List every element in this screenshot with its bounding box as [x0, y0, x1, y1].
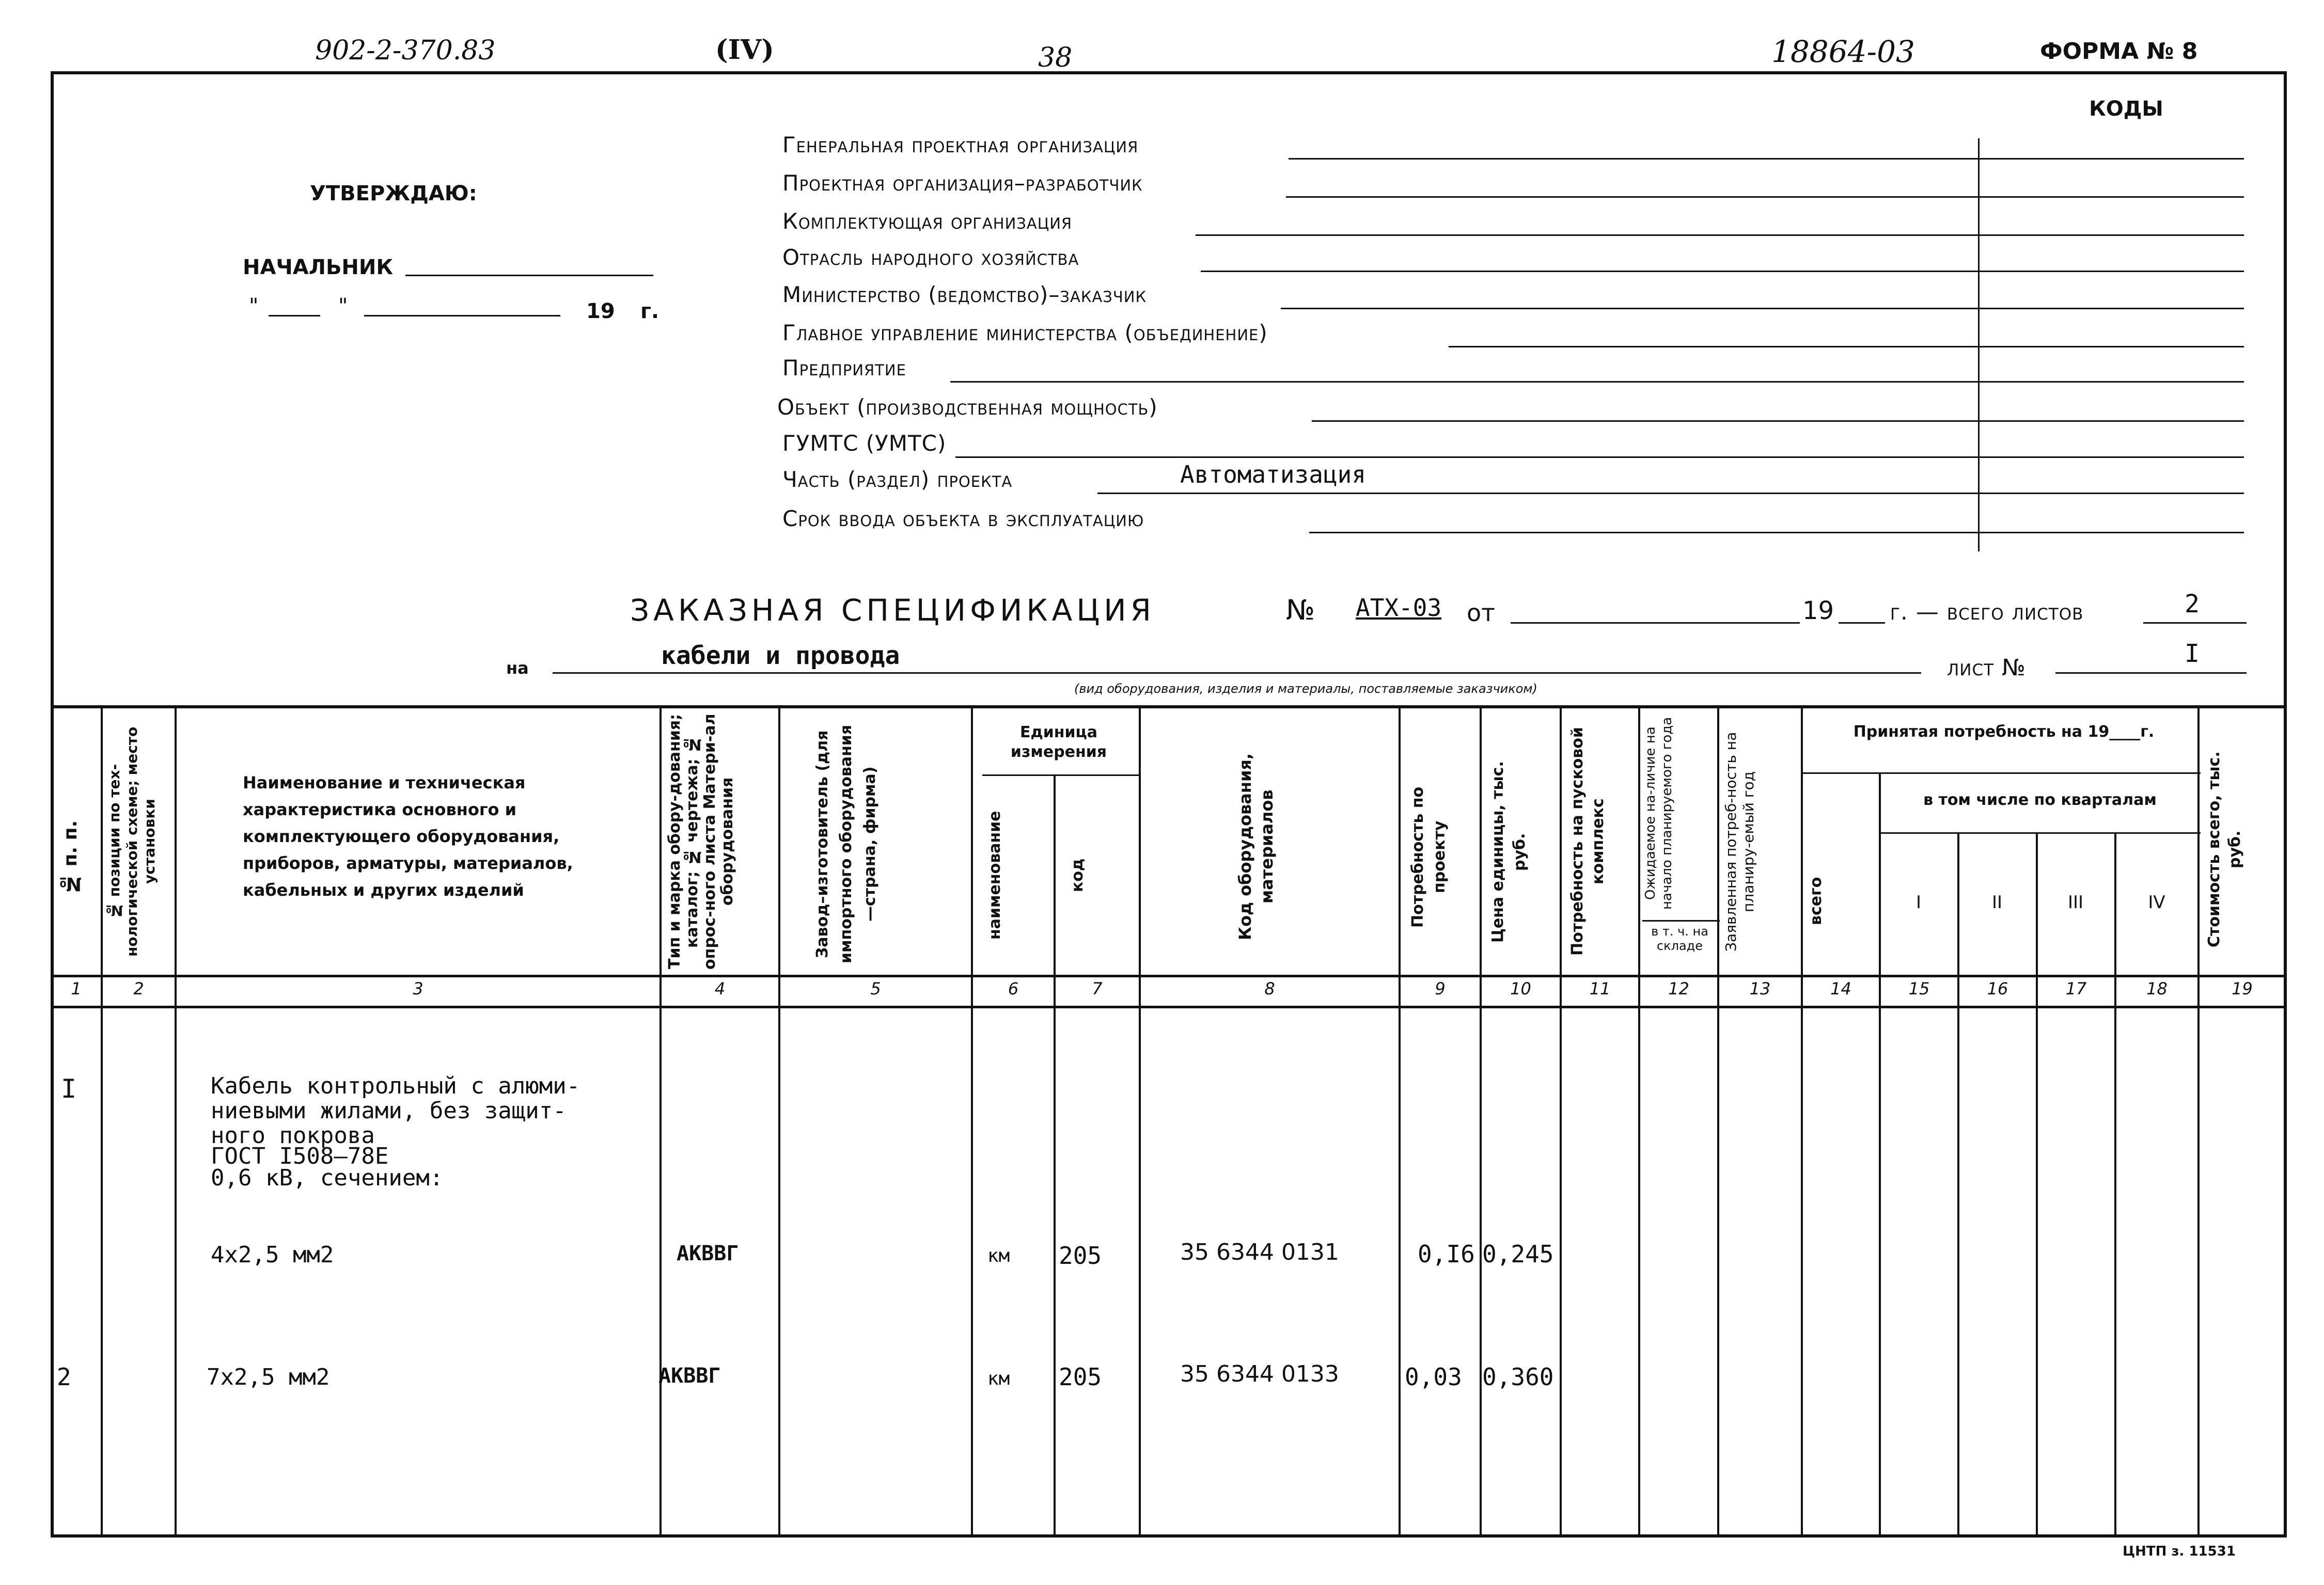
col-header-4: Тип и марка обору-дования; каталог; № чертежа; № опрос-ного листа Матери-ал оборудования — [666, 714, 736, 970]
col-number-8: 8 — [1264, 979, 1275, 998]
volume-number: (IV) — [715, 34, 774, 66]
col-divider-4 — [778, 705, 780, 1538]
field-ministry: Министерство (ведомство)–заказчик — [782, 282, 1147, 307]
date-quote-open: " — [249, 294, 259, 318]
spec-sheet-line — [2055, 672, 2247, 674]
unit-group-header: Единица измерения — [1010, 723, 1107, 761]
spec-sheet-label: лист № — [1947, 655, 2026, 681]
col-divider-18 — [2197, 705, 2200, 1538]
col-number-5: 5 — [870, 979, 881, 998]
col-header-7: код — [1069, 858, 1087, 892]
date-month-line — [364, 315, 560, 316]
field-object-line[interactable] — [1312, 420, 2244, 422]
row1-code: 35 6344 0131 — [1180, 1239, 1339, 1265]
col-header-9: Потребность по проекту — [1409, 786, 1449, 928]
col-divider-6 — [1054, 774, 1056, 1538]
row1-price: 0,245 — [1482, 1240, 1554, 1268]
field-gumts-line[interactable] — [955, 456, 2244, 458]
col-number-18: 18 — [2146, 979, 2168, 998]
head-signature-line — [405, 275, 653, 276]
quarters-group-header: в том числе по кварталам — [1923, 791, 2157, 809]
field-general-org-line[interactable] — [1289, 158, 2244, 160]
footer-stamp: ЦНТП з. 11531 — [2123, 1544, 2236, 1559]
col-header-8: Код оборудования, материалов — [1235, 753, 1277, 941]
col-divider-10 — [1560, 705, 1562, 1538]
col-header-13: Заявленная потреб-ность на планиру-емый год — [1722, 732, 1757, 952]
row1-qty: 0,I6 — [1418, 1240, 1475, 1268]
col-number-19: 19 — [2232, 979, 2253, 998]
col-number-9: 9 — [1435, 979, 1446, 998]
col-header-19: Стоимость всего, тыс. руб. — [2205, 751, 2244, 947]
col-number-13: 13 — [1749, 979, 1771, 998]
date-quote-close: " — [338, 294, 348, 318]
spec-sheets-label: г. — всего листов — [1890, 599, 2084, 625]
field-supply-org-line[interactable] — [1196, 234, 2244, 236]
col-number-10: 10 — [1510, 979, 1531, 998]
spec-from-label: от — [1467, 599, 1495, 627]
col-number-14: 14 — [1830, 979, 1851, 998]
col-divider-17 — [2114, 832, 2116, 1538]
row2-code: 35 6344 0133 — [1180, 1361, 1339, 1387]
codes-column-divider — [1978, 138, 1980, 551]
row2-qty: 0,03 — [1405, 1363, 1462, 1391]
col-number-4: 4 — [714, 979, 726, 998]
col-divider-15 — [1957, 832, 1959, 1538]
col-header-12b: в т. ч. на складе — [1651, 924, 1708, 953]
page-number: 38 — [1038, 42, 1073, 73]
spec-no-label: № — [1286, 594, 1315, 626]
row1-sub: 4х2,5 мм2 — [211, 1242, 334, 1268]
codes-label: КОДЫ — [2089, 97, 2163, 121]
col-header-11: Потребность на пусковой комплекс — [1568, 727, 1607, 956]
row1-desc-line-2: ниевыми жилами, без защит- — [211, 1098, 567, 1124]
field-design-org-line[interactable] — [1286, 196, 2244, 198]
col-divider-8 — [1399, 705, 1401, 1538]
col-divider-1 — [101, 705, 103, 1538]
album-number: 18864-03 — [1771, 34, 1915, 69]
col-number-6: 6 — [1008, 979, 1019, 998]
field-enterprise-line[interactable] — [950, 381, 2244, 383]
col-header-12: Ожидаемое на-личие на начало планируемого года — [1643, 717, 1675, 910]
row2-price: 0,360 — [1482, 1363, 1554, 1391]
col-number-11: 11 — [1589, 979, 1611, 998]
row1-unit-code: 205 — [1059, 1242, 1102, 1270]
field-industry: Отрасль народного хозяйства — [782, 245, 1079, 270]
field-project-part: Часть (раздел) проекта — [782, 467, 1013, 492]
quarters-group-rule — [1879, 832, 2201, 834]
field-enterprise: Предприятие — [782, 355, 906, 381]
spec-on-label: на — [506, 658, 529, 678]
approve-label: УТВЕРЖДАЮ: — [310, 182, 477, 205]
col-divider-5 — [971, 705, 973, 1538]
date-year-suffix: г. — [640, 299, 659, 323]
col-divider-16 — [2036, 832, 2038, 1538]
col-divider-13 — [1801, 705, 1803, 1538]
accepted-group-header: Принятая потребность на 19____г. — [1853, 723, 2155, 741]
col-number-15: 15 — [1908, 979, 1930, 998]
spec-date-line[interactable] — [1511, 622, 1800, 624]
col-header-18: IV — [2148, 892, 2165, 913]
col-number-16: 16 — [1987, 979, 2008, 998]
col-header-15: I — [1915, 892, 1922, 913]
spec-title: ЗАКАЗНАЯ СПЕЦИФИКАЦИЯ — [630, 593, 1155, 628]
col-header-5: Завод–изготовитель (для импортного оборудования —страна, фирма) — [813, 724, 879, 964]
row2-unit: км — [987, 1368, 1010, 1389]
field-project-part-line — [1097, 493, 2244, 494]
spec-subject[interactable]: кабели и провода — [661, 641, 900, 670]
col-number-1: 1 — [71, 979, 82, 998]
field-main-dept-line[interactable] — [1449, 346, 2244, 347]
spec-sheet-no[interactable]: I — [2185, 639, 2200, 668]
field-commission-date: Срок ввода объекта в эксплуатацию — [782, 506, 1144, 531]
col-header-14: всего — [1807, 877, 1825, 925]
row2-sub: 7х2,5 мм2 — [207, 1364, 330, 1390]
col-header-17: III — [2067, 892, 2084, 913]
col-divider-11 — [1638, 705, 1640, 1538]
col-header-16: II — [1991, 892, 2003, 913]
col-divider-3 — [659, 705, 662, 1538]
col-divider-7 — [1139, 705, 1141, 1538]
col-header-6: наименование — [986, 811, 1004, 940]
spec-sheets-line — [2143, 622, 2247, 624]
col-divider-12 — [1717, 705, 1719, 1538]
field-gumts: ГУМТС (УМТС) — [782, 431, 947, 456]
col-divider-14 — [1879, 772, 1881, 1538]
doc-code: 902-2-370.83 — [315, 35, 496, 66]
col-number-2: 2 — [133, 979, 144, 998]
spec-no-value[interactable]: АТХ-03 — [1356, 594, 1442, 622]
field-commission-date-line[interactable] — [1309, 532, 2244, 533]
spec-year-line[interactable] — [1839, 622, 1885, 624]
field-object: Объект (производственная мощность) — [777, 394, 1158, 420]
row1-type: АКВВГ — [677, 1242, 739, 1265]
row1-number: I — [61, 1074, 77, 1104]
table-top-rule — [51, 705, 2287, 708]
row1-desc-line-5: 0,6 кВ, сечением: — [211, 1165, 444, 1191]
row2-number: 2 — [57, 1363, 71, 1391]
date-day-line — [269, 315, 320, 316]
row1-desc-line-4: ГОСТ I508–78Е — [211, 1143, 389, 1169]
col-header-10: Цена единицы, тыс. руб. — [1489, 761, 1529, 943]
head-label: НАЧАЛЬНИК — [243, 256, 394, 279]
row1-unit: км — [987, 1245, 1010, 1266]
field-main-dept: Главное управление министерства (объединение) — [782, 320, 1268, 345]
col-header-3: Наименование и техническая характеристика основного и комплектующего оборудования, приборов, арматуры, материалов, кабельных и других изделий — [243, 773, 573, 900]
field-ministry-line[interactable] — [1281, 308, 2244, 309]
col-number-12: 12 — [1668, 979, 1689, 998]
field-design-org: Проектная организация–разработчик — [782, 170, 1143, 196]
field-project-part-value[interactable]: Автоматизация — [1180, 461, 1367, 488]
spec-subject-line — [553, 672, 1921, 674]
col-number-7: 7 — [1092, 979, 1103, 998]
spec-sheets-total[interactable]: 2 — [2185, 590, 2200, 619]
col-divider-2 — [175, 705, 177, 1538]
table-header-rule — [51, 975, 2287, 977]
form-number: ФОРМА № 8 — [2040, 38, 2198, 65]
row1-desc-line-3: ного покрова — [211, 1122, 375, 1149]
col-header-1: № п. п. — [60, 820, 81, 894]
field-industry-line[interactable] — [1201, 271, 2244, 272]
col-number-3: 3 — [413, 979, 423, 998]
field-supply-org: Комплектующая организация — [782, 209, 1073, 234]
col-header-2: № позиции по тех-нологической схеме; место установки — [106, 726, 158, 957]
field-general-org: Генеральная проектная организация — [782, 132, 1139, 157]
accepted-group-rule — [1801, 772, 2201, 774]
col-divider-9 — [1480, 705, 1482, 1538]
date-year-prefix: 19 — [586, 299, 615, 323]
row2-type: АКВВГ — [658, 1364, 721, 1388]
unit-group-rule — [982, 774, 1140, 776]
spec-year-label: 19 — [1802, 596, 1834, 625]
spec-subject-hint: (вид оборудования, изделия и материалы, поставляемые заказчиком) — [1074, 681, 1537, 696]
row1-desc-line-1: Кабель контрольный с алюми- — [211, 1073, 580, 1099]
table-numbers-rule — [51, 1006, 2287, 1008]
row2-unit-code: 205 — [1059, 1363, 1102, 1391]
col-number-17: 17 — [2065, 979, 2087, 998]
c12-sub-rule — [1642, 920, 1720, 922]
